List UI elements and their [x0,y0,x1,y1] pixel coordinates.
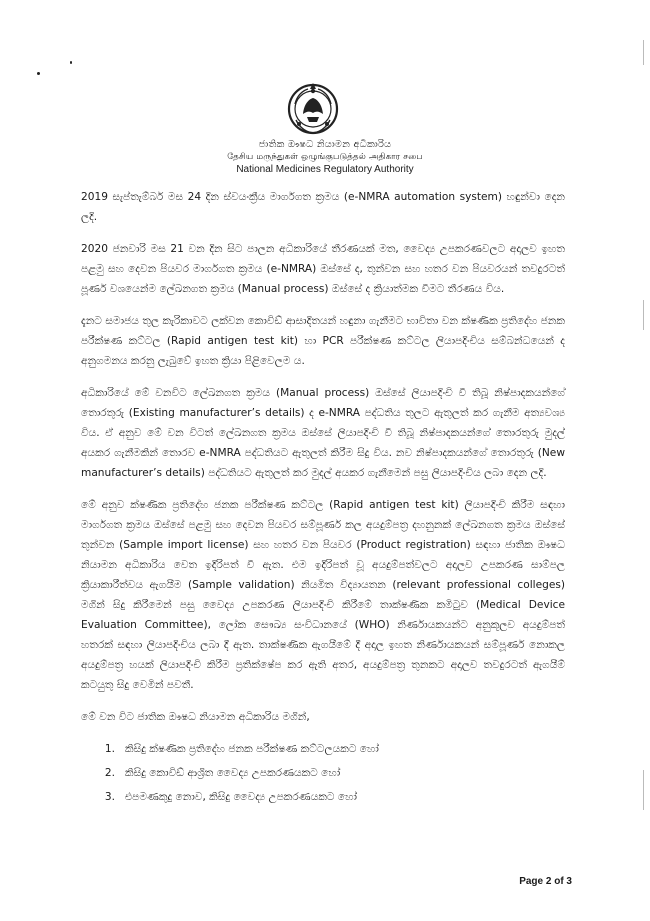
list-item-text: එපමණකුදු නොව, කිසිදු වෛද්‍ය උපකරණයකට හෝ [125,791,357,803]
sri-lanka-emblem-icon [286,80,340,136]
body-paragraph: අධිකාරියේ මේ වනවිට ලේඛනගත ක්‍රමය (Manual process) ඔස්සේ ලියාපදිංචි වී තිබූ නිෂ්පාදකයන්ගේ තොරතුරු (Existing manufacturer’s details) ද e-NMRA පද්ධතිය තුලට ඇතුලත් කර ගැනීම අත්‍යවශ්‍ය විය. ඒ අනුව මේ වන විටත් ලේඛනගත ක්‍රමය ඔස්සේ ලියාපදිංචි වී තිබූ නිෂ්පාදකයන්ගේ තොරතුරු මුදල් අයකර ගැනීමකින් තොරව e-NMRA පද්ධතියට ඇතුලත් කිරීම සිදු විය. නව නිෂ්පාදකයන්ගේ තොරතුරු (New manufacturer’s details) පද්ධතියට ඇතුලත් කර මුදල් අයකර ගැනීමෙන් පසු ලියාපදිංචිය ලබා දෙන ලදි. [81,387,565,479]
list-item [81,763,565,783]
body-paragraph: 2019 සැප්තැම්බර් මස 24 දින ස්වයංක්‍රීය මාර්ගගත ක්‍රමය (e-NMRA automation system) හඳුන්වා දෙන ලදි. [81,191,565,223]
scan-edge-mark [643,770,644,810]
list-item-number: 1. [104,743,115,755]
scan-speck [37,72,40,75]
scan-edge-mark [643,40,644,65]
numbered-list [81,739,565,807]
list-item-text: කිසිදු කොවිඩ් ආශ්‍රිත වෛද්‍ය උපකරණයකට හෝ [125,767,341,779]
authority-name-sinhala: ජාතික ඖෂධ නියාමන අධිකාරිය [258,139,392,150]
page-number: Page 2 of 3 [519,876,572,887]
body-paragraph: මේ අනුව ක්ෂණික ප්‍රතිදේහ ජනක පරීක්ෂණ කට්ටල (Rapid antigen test kit) ලියාපදිංචි කිරීම සඳහා මාර්ගගත ක්‍රමය ඔස්සේ පළමු සහ දෙවන පියවර සම්පූර්ණ කල අයදුම්පත්‍ර දහනුනක් ලේඛනගත ක්‍රමය ඔස්සේ තුන්වන (Sample import license) සහ හතර වන පියවර (Product registration) සඳහා ජාතික ඖෂධ නියාමන අධිකාරිය වෙත ඉදිරිපත් වී ඇත. එම ඉදිරිපත් වූ අයදුම්පත්වලට අදාලව උපකරණ සාම්පල ක්‍රියාකාරීත්වය ඇගයීම (Sample validation) නියමිත විද්‍යායතන (relevant professional colleges) මගින් සිදු කිරීමෙන් පසු වෛද්‍ය උපකරණ ලියාපදිංචි කිරීමේ තාක්ෂණික කමිටුව (Medical Device Evaluation Committee), ලෝක සෞඛ්‍ය සංවිධානයේ (WHO) නිර්ණායකයන්ට අනුකූලව අයදුම්පත් හතරක් සඳහා ලියාපදිංචිය ලබා දී ඇත. තාක්ෂණික ඇගයීමේ දී අදාල ඉහත නිර්ණායකයන් සම්පූර්ණ නොකල අයදුම්පත්‍ර හයක් ලියාපදිංචි කිරීම ප්‍රතික්ෂේප කර ඇති අතර, අයදුම්පත්‍ර තුනකට අදාලව තවදුරටත් ඇගයීම් කටයුතු සිදු වෙමින් පවතී. [81,499,565,691]
authority-name-english: National Medicines Regulatory Authority [236,164,414,175]
list-item-number: 3. [104,791,115,803]
scan-speck [70,61,72,64]
list-item-text: කිසිදු ක්ෂණික ප්‍රතිදේහ ජනක පරීක්ෂණ කට්ටලයකට හෝ [125,743,379,755]
body-paragraph: මේ වන විට ජාතික ඖෂධ නියාමන අධිකාරිය මගින්, [81,711,310,723]
document-body [81,187,565,811]
list-item-number: 2. [104,767,115,779]
list-item [81,739,565,759]
body-paragraph: දැනට සමාජය තුල කැරිකාවට ලක්වන කොවිඩ් ආසාදිතයන් හඳුනා ගැනීමට භාවිතා වන ක්ෂණික ප්‍රතිදේහ ජනක පරීක්ෂණ කට්ටල (Rapid antigen test kit) හා PCR පරීක්ෂණ කට්ටල ලියාපදිංචිය සම්බන්ධයෙන් ද අනුගමනය කරනු ලැබුවේ ඉහත ක්‍රියා පිළිවෙලම ය. [81,315,565,367]
body-paragraph: 2020 ජනවාරි මස 21 වන දින සිට පාලන අධිකාරියේ තීරණයක් මත, වෛද්‍ය උපකරණවලට අදාලව ඉහත පළමු සහ දෙවන පියවර මාර්ගගත ක්‍රමය (e-NMRA) ඔස්සේ ද, තුන්වන සහ හතර වන පියවරයන් තවදුරටත් පූර්ණ වශයෙන්ම ලේඛනගත ක්‍රමය (Manual process) ඔස්සේ ද ක්‍රියාත්මක වීමට තීරණය විය. [81,243,565,295]
scan-edge-mark [643,300,644,330]
authority-name-tamil: தேசிய மருந்துகள் ஒழுங்குபடுத்தல் அதிகார சபை [227,152,423,162]
list-item [81,787,565,807]
